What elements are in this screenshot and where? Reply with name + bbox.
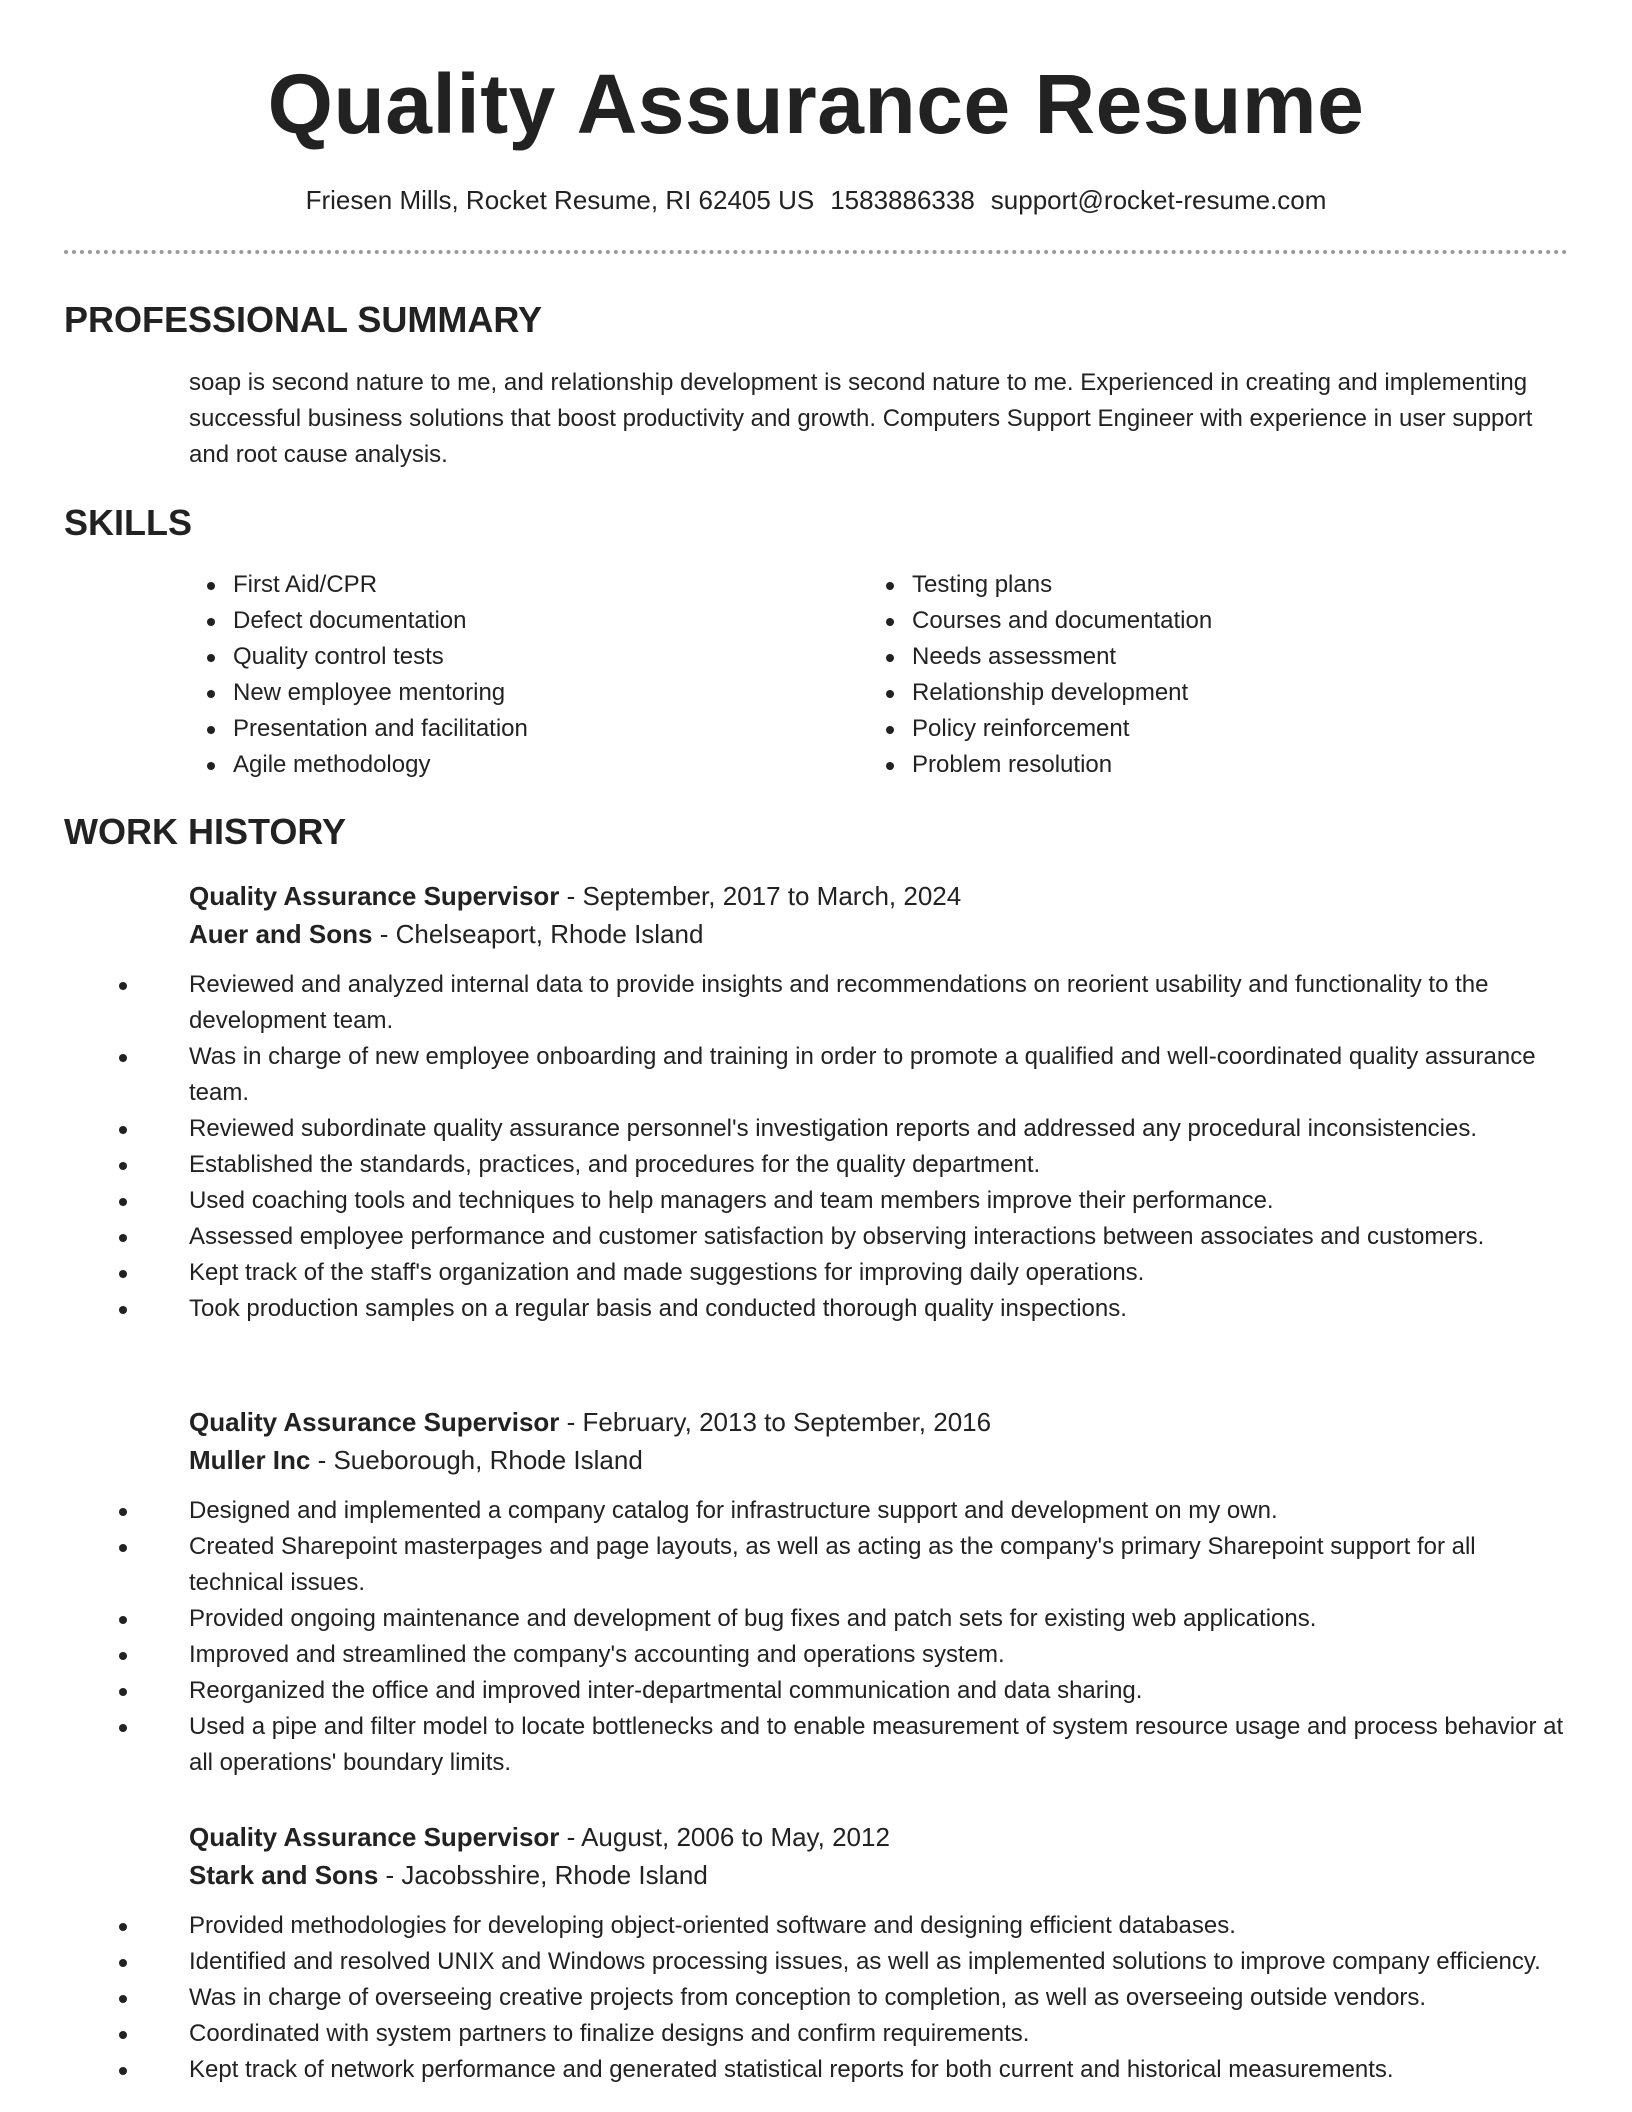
job-company: Stark and Sons [189,1860,379,1890]
job-location: - Sueborough, Rhode Island [310,1445,643,1475]
job-bullet: Kept track of network performance and generated statistical reports for both current and historical measurements. [145,2052,1569,2088]
job-company-line [189,915,1569,953]
job-role: Quality Assurance Supervisor [189,1407,560,1437]
skill-item: Presentation and facilitation [189,711,789,747]
job-location: - Jacobsshire, Rhode Island [378,1860,708,1890]
job-bullets [145,1493,1569,1781]
contact-phone: 1583886338 [830,185,975,215]
job-role-line [189,877,1569,915]
skill-item: Relationship development [868,675,1468,711]
job-company-line [189,1441,1569,1479]
job-bullet: Improved and streamlined the company's accounting and operations system. [145,1637,1569,1673]
job-bullet: Reviewed subordinate quality assurance personnel's investigation reports and addressed any procedural inconsistencies. [145,1111,1569,1147]
job-bullet: Reviewed and analyzed internal data to provide insights and recommendations on reorient usability and functionality to the development team. [145,967,1569,1039]
job-bullet: Provided ongoing maintenance and development of bug fixes and patch sets for existing web applications. [145,1601,1569,1637]
job-location: - Chelseaport, Rhode Island [372,919,704,949]
job-role: Quality Assurance Supervisor [189,881,560,911]
job-role: Quality Assurance Supervisor [189,1822,560,1852]
job-entry [189,1818,1569,2088]
job-bullet: Took production samples on a regular basis and conducted thorough quality inspections. [145,1291,1569,1327]
job-company: Muller Inc [189,1445,311,1475]
skill-item: Agile methodology [189,747,789,783]
resume-title: Quality Assurance Resume [267,57,1365,151]
contact-email[interactable]: support@rocket-resume.com [990,185,1327,215]
skill-item: Problem resolution [868,747,1468,783]
job-bullet: Established the standards, practices, and procedures for the quality department. [145,1147,1569,1183]
header-divider [64,250,1568,254]
skill-item: Quality control tests [189,639,789,675]
job-bullet: Was in charge of overseeing creative projects from conception to completion, as well as overseeing outside vendors. [145,1980,1569,2016]
job-bullet: Coordinated with system partners to finalize designs and confirm requirements. [145,2016,1569,2052]
job-bullet: Created Sharepoint masterpages and page layouts, as well as acting as the company's primary Sharepoint support for all technical issues. [145,1529,1569,1601]
job-bullet: Provided methodologies for developing object-oriented software and designing efficient databases. [145,1908,1569,1944]
contact-line [0,182,1632,218]
job-bullet: Kept track of the staff's organization and made suggestions for improving daily operations. [145,1255,1569,1291]
job-entry [189,877,1569,1327]
job-bullets [145,1908,1569,2088]
summary-heading: PROFESSIONAL SUMMARY [64,299,543,340]
skills-list-right [868,567,1468,783]
skills-heading: SKILLS [64,502,193,543]
skill-item: First Aid/CPR [189,567,789,603]
job-role-line [189,1818,1569,1856]
contact-address: Friesen Mills, Rocket Resume, RI 62405 US [305,185,815,215]
skill-item: Defect documentation [189,603,789,639]
skill-item: Needs assessment [868,639,1468,675]
work-history-heading: WORK HISTORY [64,811,347,852]
job-dates: - February, 2013 to September, 2016 [559,1407,992,1437]
job-role-line [189,1403,1569,1441]
job-company: Auer and Sons [189,919,373,949]
job-bullet: Reorganized the office and improved inter-departmental communication and data sharing. [145,1673,1569,1709]
job-dates: - September, 2017 to March, 2024 [559,881,962,911]
job-entry [189,1403,1569,1781]
skill-item: Policy reinforcement [868,711,1468,747]
skills-list-left [189,567,789,783]
job-dates: - August, 2006 to May, 2012 [559,1822,890,1852]
skill-item: Courses and documentation [868,603,1468,639]
job-bullet: Was in charge of new employee onboarding and training in order to promote a qualified and well-coordinated quality assurance team. [145,1039,1569,1111]
job-bullets [145,967,1569,1327]
summary-text: soap is second nature to me, and relationship development is second nature to me. Experienced in creating and implementing successful business solutions that boost productivity and growth. Computers Support Engineer with experience in user support and root cause analysis. [189,369,1533,468]
job-bullet: Used coaching tools and techniques to help managers and team members improve their performance. [145,1183,1569,1219]
skill-item: New employee mentoring [189,675,789,711]
skill-item: Testing plans [868,567,1468,603]
job-bullet: Used a pipe and filter model to locate bottlenecks and to enable measurement of system resource usage and process behavior at all operations' boundary limits. [145,1709,1569,1781]
job-bullet: Identified and resolved UNIX and Windows processing issues, as well as implemented solutions to improve company efficiency. [145,1944,1569,1980]
job-bullet: Designed and implemented a company catalog for infrastructure support and development on my own. [145,1493,1569,1529]
job-bullet: Assessed employee performance and customer satisfaction by observing interactions between associates and customers. [145,1219,1569,1255]
job-company-line [189,1856,1569,1894]
